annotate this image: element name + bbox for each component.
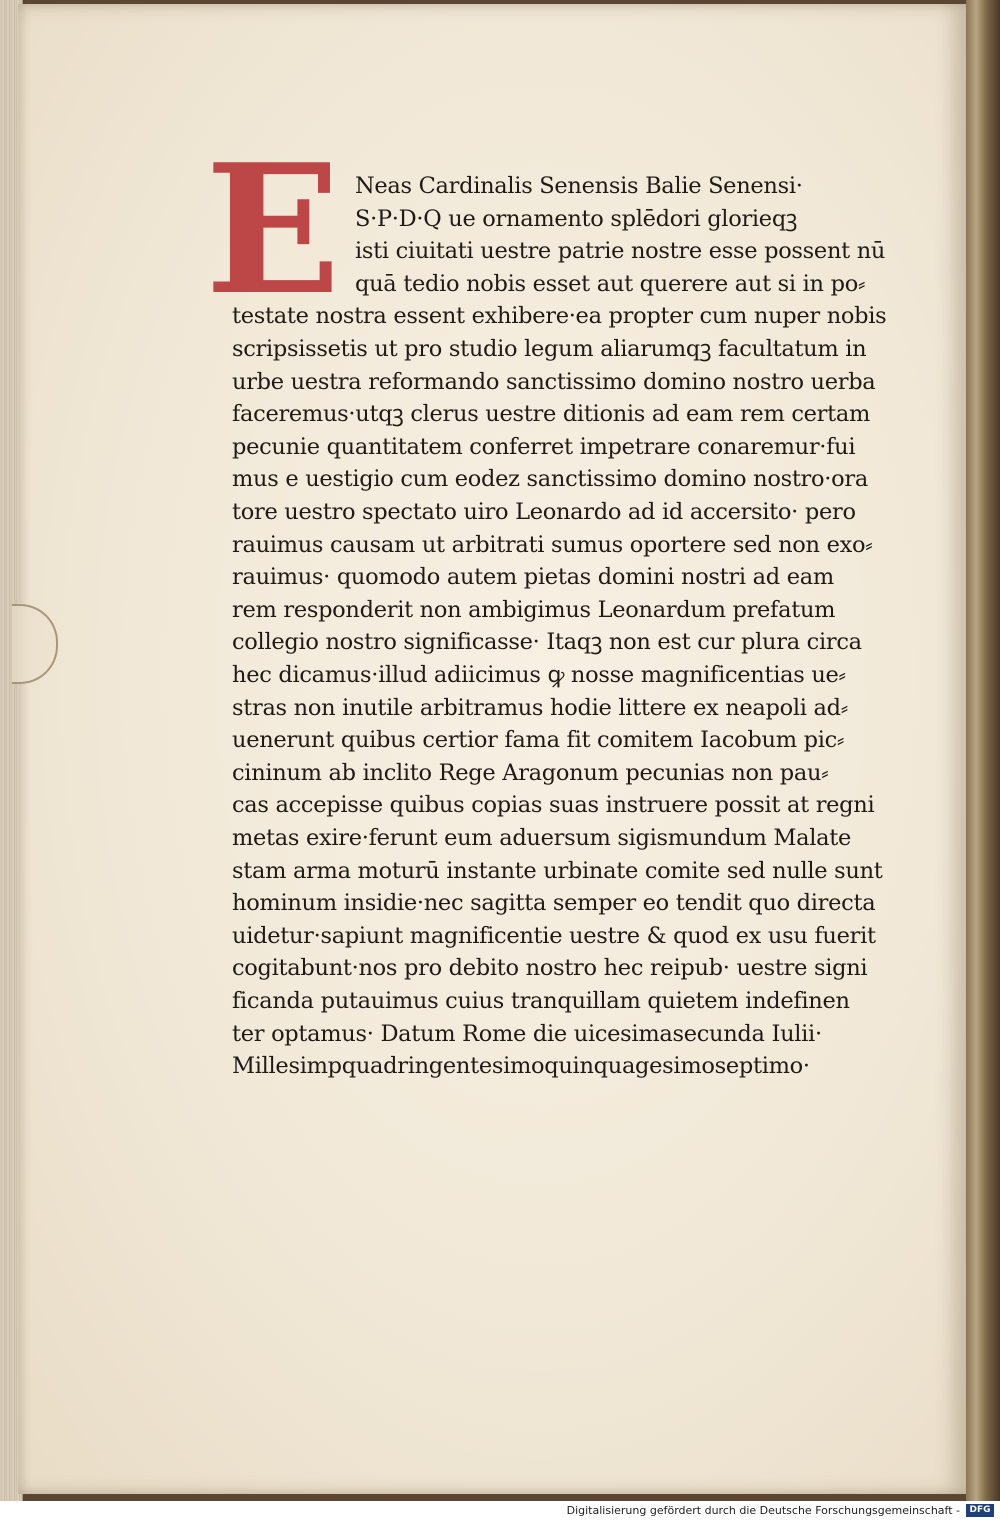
text-line: hominum insidie·nec sagitta semper eo tendit quo directa [232,890,876,917]
text-line: isti ciuitati uestre patrie nostre esse possent nū [355,238,886,265]
text-line: stras non inutile arbitramus hodie littere ex neapoli ad⸗ [232,694,848,721]
right-page-edge [966,0,1000,1501]
text-line: uidetur·sapiunt magnificentie uestre & quod ex usu fuerit [232,922,876,949]
footer-bar [0,1501,1000,1521]
text-line: cininum ab inclito Rege Aragonum pecunias non pau⸗ [232,759,829,786]
binding-tab [12,604,58,684]
footer-credit: Digitalisierung gefördert durch die Deutsche Forschungsgemeinschaft - [566,1504,960,1517]
text-line: rauimus· quomodo autem pietas domini nostri ad eam [232,564,834,591]
text-line: hec dicamus·illud adiicimus ꝙ nosse magnificentias ue⸗ [232,662,846,688]
text-line: rauimus causam ut arbitrati sumus oportere sed non exo⸗ [232,531,873,558]
text-line: testate nostra essent exhibere·ea propter cum nuper nobis [232,303,887,330]
text-line: stam arma moturū instante urbinate comite sed nulle sunt [232,857,883,884]
text-line: metas exire·ferunt eum aduersum sigismundum Malate [232,825,852,851]
text-line: Millesimpquadringentesimoquinquagesimoseptimo· [232,1053,810,1080]
text-line: collegio nostro significasse· Itaqꝫ non est cur plura circa [232,629,862,656]
dfg-logo: DFG [966,1504,994,1517]
text-line: scripsissetis ut pro studio legum aliarumqꝫ facultatum in [232,336,867,362]
text-line: Neas Cardinalis Senensis Balie Senensi· [355,173,803,199]
text-line: mus e uestigio cum eodez sanctissimo domino nostro·ora [232,466,868,493]
text-line: S·P·D·Q ue ornamento splēdori glorieqꝫ [355,205,798,232]
text-line: cas accepisse quibus copias suas instruere possit at regni [232,792,875,819]
text-line: pecunie quantitatem conferret impetrare conaremur·fui [232,433,856,460]
text-line: tore uestro spectato uiro Leonardo ad id accersito· pero [232,499,856,525]
text-line: quā tedio nobis esset aut querere aut si in po⸗ [355,270,866,297]
text-line: rem responderit non ambigimus Leonardum prefatum [232,596,836,623]
text-line: faceremus·utqꝫ clerus uestre ditionis ad eam rem certam [232,401,870,428]
text-line: uenerunt quibus certior fama fit comitem Iacobum pic⸗ [232,727,845,754]
decorated-initial: E [205,125,341,334]
text-line: urbe uestra reformando sanctissimo domino nostro uerba [232,368,876,395]
text-line: cogitabunt·nos pro debito nostro hec reipub· uestre signi [232,955,868,982]
text-line: ficanda putauimus cuius tranquillam quietem indefinen [232,988,850,1014]
text-line: ter optamus· Datum Rome die uicesimasecunda Iulii· [232,1020,822,1047]
